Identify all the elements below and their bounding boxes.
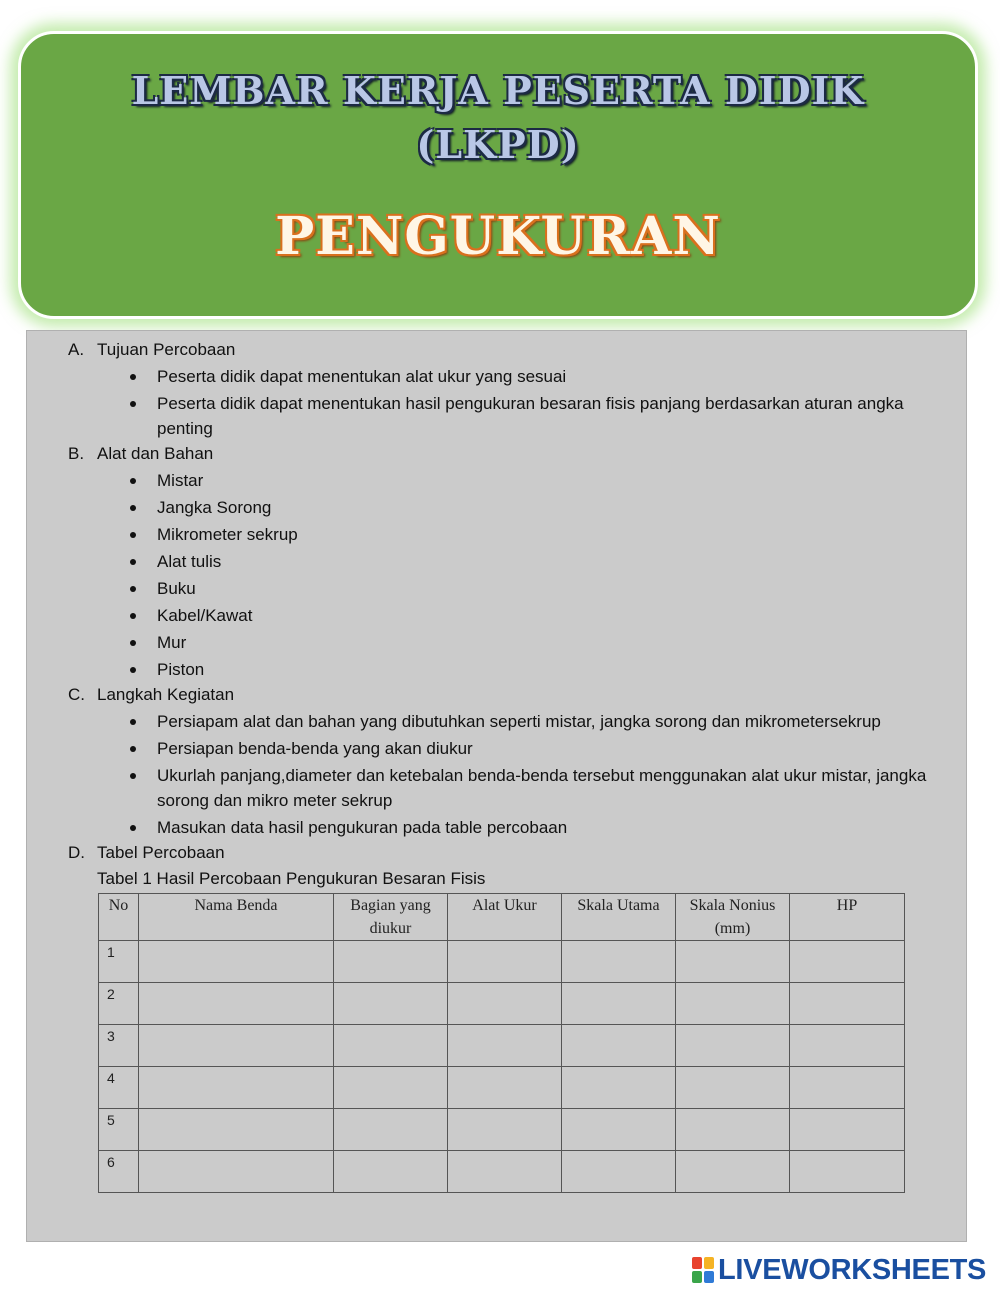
list-item: Mistar xyxy=(68,468,948,493)
column-header-no: No xyxy=(99,894,139,941)
list-item: Peserta didik dapat menentukan alat ukur yang sesuai xyxy=(68,364,948,389)
alat-ukur-cell[interactable] xyxy=(448,1151,562,1193)
liveworksheets-logo-icon xyxy=(692,1257,714,1283)
nama-benda-cell[interactable] xyxy=(139,941,334,983)
section-b-heading xyxy=(68,441,948,466)
row-number: 3 xyxy=(99,1025,139,1067)
bagian-diukur-cell[interactable] xyxy=(334,983,448,1025)
logo-square-green xyxy=(692,1271,702,1283)
table-row xyxy=(99,1151,905,1193)
section-c-list xyxy=(68,709,948,840)
worksheet-title-line1: LEMBAR KERJA PESERTA DIDIK xyxy=(131,68,865,113)
alat-ukur-cell[interactable] xyxy=(448,983,562,1025)
logo-square-blue xyxy=(704,1271,714,1283)
nama-benda-cell[interactable] xyxy=(139,1109,334,1151)
hp-cell[interactable] xyxy=(790,1109,905,1151)
worksheet-title-line2: (LKPD) xyxy=(416,122,580,167)
section-b-list xyxy=(68,468,948,682)
column-header-hp: HP xyxy=(790,894,905,941)
alat-ukur-cell[interactable] xyxy=(448,941,562,983)
row-number: 6 xyxy=(99,1151,139,1193)
skala-utama-cell[interactable] xyxy=(562,1151,676,1193)
section-d-heading xyxy=(68,840,948,865)
table-caption: Tabel 1 Hasil Percobaan Pengukuran Besaran Fisis xyxy=(97,869,486,888)
hp-cell[interactable] xyxy=(790,1025,905,1067)
skala-utama-cell[interactable] xyxy=(562,983,676,1025)
skala-nonius-cell[interactable] xyxy=(676,1025,790,1067)
logo-square-yellow xyxy=(704,1257,714,1269)
results-table xyxy=(98,893,905,1193)
section-title: Tabel Percobaan xyxy=(97,843,225,862)
list-item: Alat tulis xyxy=(68,549,948,574)
nama-benda-cell[interactable] xyxy=(139,1025,334,1067)
skala-nonius-cell[interactable] xyxy=(676,941,790,983)
bagian-diukur-cell[interactable] xyxy=(334,1067,448,1109)
worksheet-content xyxy=(68,337,948,1193)
section-letter: B. xyxy=(68,444,85,463)
section-letter: C. xyxy=(68,685,85,704)
list-item: Persiapam alat dan bahan yang dibutuhkan seperti mistar, jangka sorong dan mikrometersekrup xyxy=(68,709,948,734)
nama-benda-cell[interactable] xyxy=(139,1067,334,1109)
column-header-skala-utama: Skala Utama xyxy=(562,894,676,941)
list-item: Jangka Sorong xyxy=(68,495,948,520)
alat-ukur-cell[interactable] xyxy=(448,1109,562,1151)
list-item: Mikrometer sekrup xyxy=(68,522,948,547)
column-header-skala-nonius: Skala Nonius (mm) xyxy=(676,894,790,941)
section-a-heading xyxy=(68,337,948,362)
list-item: Buku xyxy=(68,576,948,601)
row-number: 1 xyxy=(99,941,139,983)
hp-cell[interactable] xyxy=(790,941,905,983)
section-a-list xyxy=(68,364,948,441)
section-c-heading xyxy=(68,682,948,707)
section-letter: D. xyxy=(68,843,85,862)
hp-cell[interactable] xyxy=(790,983,905,1025)
alat-ukur-cell[interactable] xyxy=(448,1025,562,1067)
list-item: Peserta didik dapat menentukan hasil pengukuran besaran fisis panjang berdasarkan aturan angka penting xyxy=(68,391,948,441)
table-row xyxy=(99,941,905,983)
skala-utama-cell[interactable] xyxy=(562,1109,676,1151)
nama-benda-cell[interactable] xyxy=(139,983,334,1025)
list-item: Mur xyxy=(68,630,948,655)
worksheet-topic: PENGUKURAN xyxy=(275,206,721,267)
bagian-diukur-cell[interactable] xyxy=(334,1109,448,1151)
skala-utama-cell[interactable] xyxy=(562,1067,676,1109)
header-banner xyxy=(18,31,978,319)
bagian-diukur-cell[interactable] xyxy=(334,941,448,983)
list-item: Masukan data hasil pengukuran pada table percobaan xyxy=(68,815,948,840)
bagian-diukur-cell[interactable] xyxy=(334,1025,448,1067)
skala-utama-cell[interactable] xyxy=(562,1025,676,1067)
section-title: Alat dan Bahan xyxy=(97,444,214,463)
hp-cell[interactable] xyxy=(790,1067,905,1109)
section-title: Langkah Kegiatan xyxy=(97,685,235,704)
table-row xyxy=(99,983,905,1025)
list-item: Piston xyxy=(68,657,948,682)
nama-benda-cell[interactable] xyxy=(139,1151,334,1193)
alat-ukur-cell[interactable] xyxy=(448,1067,562,1109)
skala-nonius-cell[interactable] xyxy=(676,1151,790,1193)
section-letter: A. xyxy=(68,340,85,359)
liveworksheets-logo[interactable] xyxy=(692,1253,986,1287)
table-row xyxy=(99,1109,905,1151)
column-header-bagian-yang-diukur: Bagian yang diukur xyxy=(334,894,448,941)
list-item: Persiapan benda-benda yang akan diukur xyxy=(68,736,948,761)
skala-utama-cell[interactable] xyxy=(562,941,676,983)
logo-square-red xyxy=(692,1257,702,1269)
row-number: 2 xyxy=(99,983,139,1025)
section-title: Tujuan Percobaan xyxy=(97,340,236,359)
skala-nonius-cell[interactable] xyxy=(676,983,790,1025)
table-row xyxy=(99,1025,905,1067)
row-number: 5 xyxy=(99,1109,139,1151)
skala-nonius-cell[interactable] xyxy=(676,1067,790,1109)
column-header-nama-benda: Nama Benda xyxy=(139,894,334,941)
list-item: Ukurlah panjang,diameter dan ketebalan benda-benda tersebut menggunakan alat ukur mistar, jangka sorong dan mikro meter sekrup xyxy=(68,763,948,813)
skala-nonius-cell[interactable] xyxy=(676,1109,790,1151)
hp-cell[interactable] xyxy=(790,1151,905,1193)
table-row xyxy=(99,1067,905,1109)
liveworksheets-wordmark: LIVEWORKSHEETS xyxy=(718,1253,987,1286)
row-number: 4 xyxy=(99,1067,139,1109)
bagian-diukur-cell[interactable] xyxy=(334,1151,448,1193)
table-header-row xyxy=(99,894,905,941)
list-item: Kabel/Kawat xyxy=(68,603,948,628)
column-header-alat-ukur: Alat Ukur xyxy=(448,894,562,941)
worksheet-title xyxy=(21,64,975,172)
